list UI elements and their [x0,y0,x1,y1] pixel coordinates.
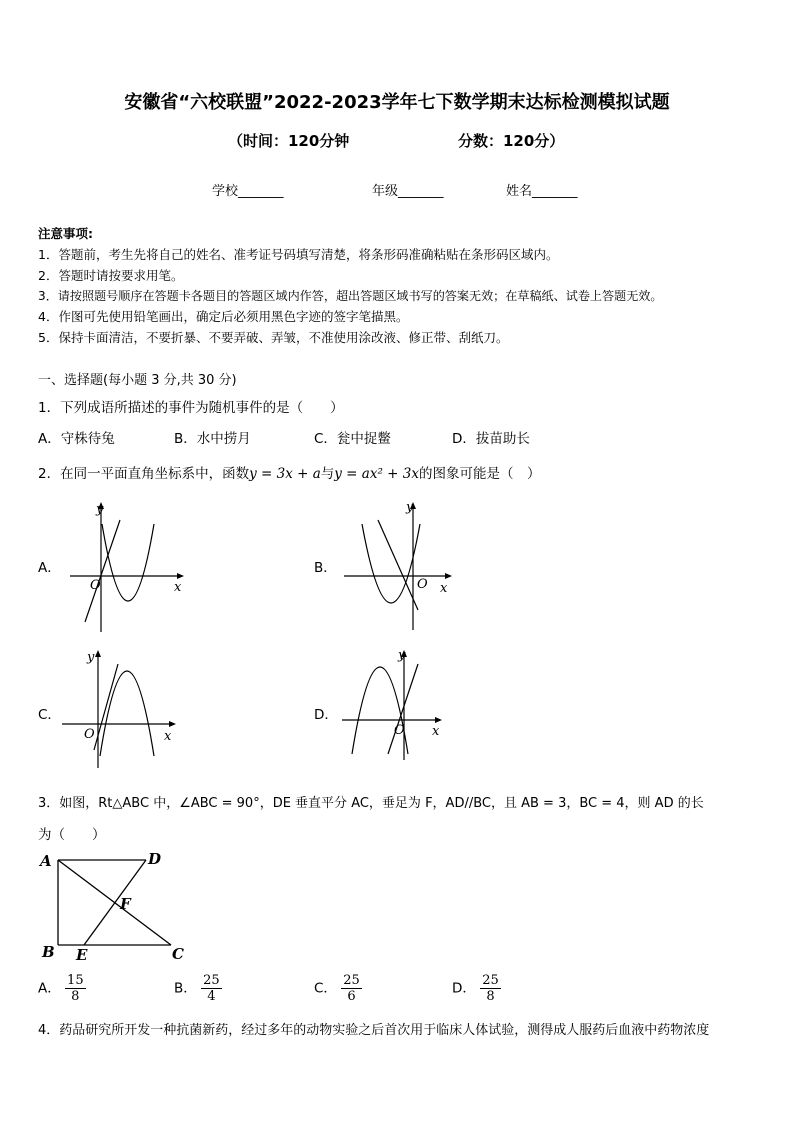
axis-label-y: y [87,650,95,665]
fraction [201,973,222,1004]
option-label: D． [452,980,476,997]
q2-graph-b [340,496,460,632]
exam-time: （时间：120分钟 [228,132,350,150]
fraction-denominator: 8 [486,989,495,1004]
q1-option-d: D．拔苗助长 [452,431,530,447]
fraction-numerator: 15 [67,973,84,988]
point-label-a: A [40,852,52,870]
point-label-c: C [172,945,184,963]
notes-heading: 注意事项: [38,226,93,241]
q2-graph-d [340,644,450,762]
note-item: 1．答题前，考生先将自己的姓名、准考证号码填写清楚，将条形码准确粘贴在条形码区域内。 [38,247,559,262]
option-label: B． [174,980,197,997]
fraction-denominator: 4 [207,989,216,1004]
fraction [480,973,501,1004]
origin-label: O [90,578,101,593]
q2-stem-post: 的图象可能是（ ） [418,466,541,482]
q3-option-b [174,973,222,1004]
q1-option-a: A．守株待兔 [38,431,115,447]
axis-label-y: y [406,500,414,515]
fraction [341,973,362,1004]
grade-field: 年级_______ [372,184,444,199]
question-1-stem: 1．下列成语所描述的事件为随机事件的是（ ） [38,400,344,416]
fraction-numerator: 25 [203,973,220,988]
q2-stem-mid: 与 [320,466,335,482]
axis-label-y: y [96,502,104,517]
school-field: 学校_______ [212,184,284,199]
point-label-d: D [148,850,162,868]
q2-option-d-label: D． [314,707,338,723]
question-3-stem: 3．如图，Rt△ABC 中，∠ABC = 90°，DE 垂直平分 AC，垂足为 F，AD//BC，且 AB = 3，BC = 4，则 AD 的长 [38,796,704,811]
note-item: 5．保持卡面清洁，不要折暴、不要弄破、弄皱，不准使用涂改液、修正带、刮纸刀。 [38,330,509,345]
question-2-stem [38,462,540,482]
fraction-numerator: 25 [343,973,360,988]
note-item: 2．答题时请按要求用笔。 [38,268,184,283]
q3-figure [36,850,196,966]
question-3-stem-cont: 为（ ） [38,827,106,843]
fraction-numerator: 25 [482,973,499,988]
q1-option-b: B．水中捞月 [174,431,251,447]
origin-label: O [417,577,428,592]
note-item: 3．请按照题号顺序在答题卡各题目的答题区域内作答，超出答题区域书写的答案无效；在草稿纸、试卷上答题无效。 [38,289,663,303]
axis-label-x: x [164,729,172,744]
axis-label-y: y [398,648,406,663]
q3-option-a [38,973,86,1004]
note-item: 4．作图可先使用铅笔画出，确定后必须用黑色字迹的签字笔描黑。 [38,309,409,324]
point-label-f: F [120,895,131,913]
q2-stem-pre: 2．在同一平面直角坐标系中，函数 [38,466,250,482]
option-label: A． [38,980,61,997]
q2-option-c-label: C． [38,707,61,723]
q2-graph-c [60,646,184,772]
q2-graph-a [66,498,190,634]
axis-label-x: x [432,724,440,739]
exam-score: 分数：120分） [458,132,565,150]
q2-option-b-label: B． [314,560,337,576]
q2-formula-linear: y = 3x + a [249,466,321,482]
name-field: 姓名_______ [506,184,578,199]
q3-option-d [452,973,501,1004]
section-heading: 一、选择题(每小题 3 分,共 30 分) [38,373,237,388]
fraction [65,973,86,1004]
point-label-b: B [42,943,55,961]
q2-option-a-label: A． [38,560,61,576]
fraction-denominator: 8 [71,989,80,1004]
q1-option-c: C．瓮中捉鳖 [314,431,391,447]
origin-label: O [394,723,405,738]
fraction-denominator: 6 [347,989,356,1004]
page-title: 安徽省“六校联盟”2022-2023学年七下数学期末达标检测模拟试题 [124,92,670,113]
origin-label: O [84,727,95,742]
question-4-stem: 4．药品研究所开发一种抗菌新药，经过多年的动物实验之后首次用于临床人体试验，测得成人服药后血液中药物浓度 [38,1023,710,1038]
axis-label-x: x [174,580,182,595]
q3-option-c [314,973,362,1004]
axis-label-x: x [440,581,448,596]
point-label-e: E [76,946,88,964]
option-label: C． [314,980,337,997]
q2-formula-quadratic: y = ax² + 3x [334,466,419,482]
